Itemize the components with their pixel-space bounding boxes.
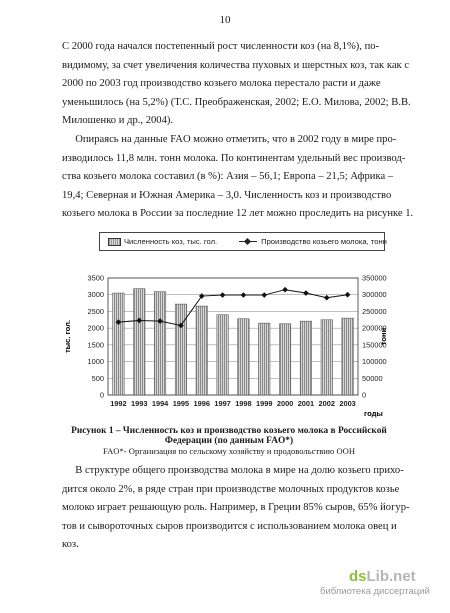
y-left-tick-label: 1000 — [87, 357, 104, 367]
bar-goats-1994 — [154, 292, 165, 395]
x-tick-label: 2002 — [318, 399, 335, 408]
point-milk-2000 — [282, 287, 288, 293]
point-milk-2002 — [324, 295, 330, 301]
text-line: козьего молока в России за последние 12 лет можно проследить на рисунке 1. — [62, 208, 414, 220]
paragraph-3 — [62, 462, 410, 555]
y-left-tick-label: 0 — [99, 390, 104, 400]
point-milk-2003 — [345, 292, 351, 298]
page-number: 10 — [219, 14, 231, 26]
watermark-subtitle: библиотека диссертаций — [320, 586, 430, 597]
x-tick-label: 1997 — [214, 399, 231, 408]
x-tick-label: 2003 — [339, 399, 356, 408]
y-left-tick-label: 500 — [91, 373, 104, 383]
legend-item-milk — [239, 237, 387, 246]
figure-note: FAO*- Организация по сельскому хозяйству и продовольствию ООН — [102, 446, 356, 456]
text-line: изводилось 11,8 млн. тонн молока. По континентам удельный вес производ- — [62, 152, 406, 164]
text-line: 2000 по 2003 год производство козьего молока перестало расти и даже — [62, 78, 381, 90]
bar-goats-2003 — [342, 318, 353, 395]
x-axis-title: годы — [364, 409, 383, 418]
y-right-tick-label: 350000 — [362, 273, 387, 283]
text-line: В структуре общего производства молока в мире на долю козьего прихо- — [62, 465, 404, 476]
legend-label-milk: Производство козьего молока, тонн — [261, 237, 387, 246]
text-line: видимому, за счет увеличения количества пуховых и шерстных коз, так как с — [62, 59, 410, 71]
point-milk-1999 — [261, 292, 267, 298]
chart-legend — [99, 232, 385, 251]
x-tick-label: 1998 — [235, 399, 252, 408]
text-line: Опираясь на данные FAO можно отметить, что в 2002 году в мире про- — [62, 134, 397, 145]
text-line: уменьшилось (на 5,2%) (Т.С. Преображенская, 2002; Е.О. Милова, 2002; В.В. — [62, 96, 411, 108]
x-tick-label: 1992 — [110, 399, 127, 408]
y-right-tick-label: 300000 — [362, 290, 387, 300]
bar-goats-1995 — [175, 304, 186, 395]
caption-line-2: Федерации (по данным FAO*) — [164, 436, 294, 446]
figure-caption — [64, 426, 394, 446]
text-line: С 2000 года начался постепенный рост численности коз (на 8,1%), по- — [62, 41, 380, 52]
y-left-tick-label: 1500 — [87, 340, 104, 350]
goats-milk-chart — [60, 268, 390, 418]
x-tick-label: 1994 — [151, 399, 169, 408]
y-left-tick-label: 3000 — [87, 290, 104, 300]
caption-line-1: Рисунок 1 – Численность коз и производство козьего молока в Российской — [71, 426, 387, 436]
y-right-tick-label: 250000 — [362, 306, 387, 316]
legend-item-goats — [108, 237, 217, 246]
bar-goats-2000 — [279, 324, 290, 395]
y-right-tick-label: 150000 — [362, 340, 387, 350]
x-tick-label: 1996 — [193, 399, 210, 408]
bar-goats-1993 — [134, 289, 145, 395]
point-milk-1997 — [220, 292, 226, 298]
point-milk-1998 — [241, 292, 247, 298]
text-line: молоко играет решающую роль. Например, в Греции 85% сыров, 65% йогур- — [62, 502, 410, 514]
legend-line-swatch — [239, 241, 257, 242]
y-right-axis-title: тонн — [379, 327, 388, 346]
paragraph-2 — [62, 131, 414, 224]
x-tick-label: 1993 — [131, 399, 148, 408]
y-left-axis-title: тыс. гол. — [63, 319, 72, 354]
x-tick-label: 1999 — [256, 399, 273, 408]
text-line: 19,4; Северная и Южная Америка – 3,0. Численность коз и производство — [62, 189, 392, 201]
bar-goats-1992 — [113, 293, 124, 395]
y-right-tick-label: 200000 — [362, 323, 387, 333]
y-left-tick-label: 2500 — [87, 306, 104, 316]
text-line: тов и сывороточных сыров производится с использованием молока овец и — [62, 520, 397, 532]
y-left-tick-label: 2000 — [87, 323, 104, 333]
point-milk-2001 — [303, 290, 309, 296]
bar-goats-1999 — [259, 323, 270, 395]
text-line: ства козьего молока составил (в %): Азия – 56,1; Европа – 21,5; Африка – — [62, 171, 394, 183]
line-milk-production — [118, 290, 347, 326]
bar-goats-1998 — [238, 319, 249, 395]
text-line: коз. — [62, 539, 79, 551]
text-line: Милошенко и др., 2004). — [62, 115, 174, 127]
x-tick-label: 2000 — [276, 399, 294, 408]
y-right-tick-label: 50000 — [362, 373, 383, 383]
paragraph-1 — [62, 38, 411, 131]
x-tick-label: 1995 — [172, 399, 190, 408]
watermark-logo: dsLib.net — [349, 568, 416, 585]
legend-label-goats: Численность коз, тыс. гол. — [124, 237, 218, 246]
legend-bar-swatch — [108, 238, 121, 246]
bar-goats-2001 — [300, 321, 311, 395]
text-line: дится около 2%, в ряде стран при производстве молочных продуктов козье — [62, 483, 400, 495]
x-tick-label: 2001 — [297, 399, 315, 408]
plot-frame — [108, 278, 358, 395]
y-right-tick-label: 100000 — [362, 357, 387, 367]
y-right-tick-label: 0 — [362, 390, 367, 400]
bar-goats-1996 — [196, 306, 207, 395]
y-left-tick-label: 3500 — [87, 273, 104, 283]
bar-goats-2002 — [321, 320, 332, 395]
bar-goats-1997 — [217, 315, 228, 395]
